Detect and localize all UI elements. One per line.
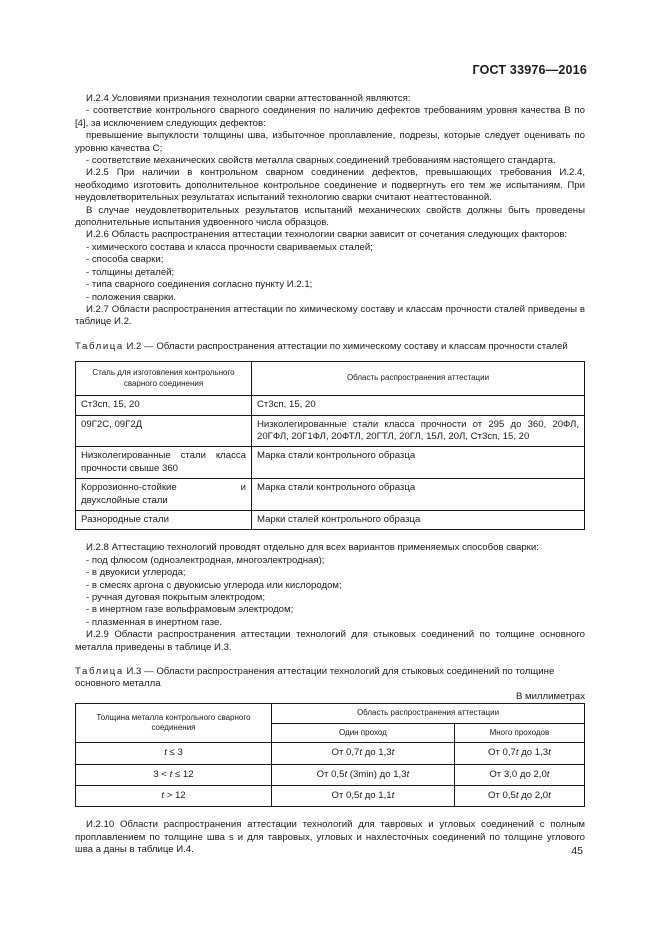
table-cell: От 0,7t до 1,3t [272, 743, 455, 764]
table-cell: 09Г2С, 09Г2Д [76, 415, 252, 447]
column-header: Много проходов [454, 723, 584, 743]
table-row [76, 415, 585, 447]
paragraph: И.2.6 Область распространения аттестации технологии сварки зависит от сочетания следующих факторов: [86, 229, 568, 241]
table-cell: От 0,5t до 2,0t [454, 786, 584, 807]
table-cell: Низколегированные стали класса прочности свыше 360 [76, 447, 252, 479]
table-row [76, 743, 585, 764]
table-i3-caption [75, 666, 585, 691]
paragraph: И.2.9 Области распространения аттестации технологий для стыковых соединений по толщине основного металла приведены в таблице И.3. [75, 629, 585, 653]
paragraph: И.2.10 Области распространения аттестации технологий для тавровых и угловых соединений с полным проплавлением по толщине шва s и для тавровых, угловых и нахлесточных соединений по толщине углового шва a даны в таблице И.4. [75, 819, 585, 856]
paragraph: - типа сварного соединения согласно пункту И.2.1; [86, 279, 313, 291]
paragraph: - соответствие контрольного сварного соединения по наличию дефектов требованиям уровня качества B по [4], за исключением следующих дефектов: [75, 105, 585, 129]
paragraph: - в двуокиси углерода; [86, 567, 186, 579]
table-cell: Разнородные стали [76, 510, 252, 529]
table-row [76, 447, 585, 479]
caption-label: Таблица [75, 340, 124, 352]
table-cell: t ≤ 3 [76, 743, 272, 764]
table-row [76, 764, 585, 785]
table-cell: От 0,5t до 1,1t [272, 786, 455, 807]
page-number: 45 [571, 845, 583, 857]
table-cell: Марка стали контрольного образца [252, 479, 585, 511]
table-cell: Марка стали контрольного образца [252, 447, 585, 479]
column-group-header: Область распространения аттестации [272, 704, 585, 724]
table-cell: Марки сталей контрольного образца [252, 510, 585, 529]
table-header-row [76, 704, 585, 724]
table-cell: Ст3сп, 15, 20 [252, 396, 585, 415]
document-code-header: ГОСТ 33976—2016 [472, 63, 587, 77]
paragraph: - под флюсом (одноэлектродная, многоэлектродная); [86, 554, 325, 566]
table-cell: От 0,5t (3min) до 1,3t [272, 764, 455, 785]
paragraph: И.2.5 При наличии в контрольном сварном соединении дефектов, превышающих требования И.2.4, необходимо изготовить дополнительное контрольное соединение и подвергнуть его тем же испытаниям. При неудовлетворительных результатах испытаний технологию сварки считают неаттестованной. [75, 167, 585, 204]
section-i24-i27 [75, 93, 585, 329]
table-cell: t > 12 [76, 786, 272, 807]
table-row [76, 396, 585, 415]
table-cell: Коррозионно-стойкие и двухслойные стали [76, 479, 252, 511]
paragraph: превышение выпуклости толщины шва, избыточное проплавление, подрезы, которые следует оценивать по уровню качества C; [75, 130, 585, 154]
paragraph: - химического состава и класса прочности свариваемых сталей; [86, 241, 373, 253]
paragraph: И.2.8 Аттестацию технологий проводят отдельно для всех вариантов применяемых способов сварки: [86, 542, 539, 554]
paragraph: - способа сварки; [86, 254, 164, 266]
paragraph: В случае неудовлетворительных результатов испытаний механических свойств должны быть проведены дополнительные испытания удвоенного числа образцов. [75, 204, 585, 229]
paragraph: - ручная дуговая покрытым электродом; [86, 592, 266, 603]
paragraph: И.2.7 Области распространения аттестации по химическому составу и классам прочности сталей приведены в таблице И.2. [75, 303, 585, 328]
table-i3 [75, 703, 585, 807]
page-content [75, 93, 585, 857]
column-header: Область распространения аттестации [252, 362, 585, 396]
table-row [76, 510, 585, 529]
column-header: Толщина металла контрольного сварного соединения [76, 704, 272, 743]
table-i2-caption [75, 341, 585, 353]
table-units-note: В миллиметрах [515, 690, 585, 702]
table-i2 [75, 361, 585, 530]
table-cell: Ст3сп, 15, 20 [76, 396, 252, 415]
table-row [76, 479, 585, 511]
table-header-row [76, 362, 585, 396]
paragraph: - в инертном газе вольфрамовым электродом; [86, 604, 294, 616]
caption-label: Таблица [75, 666, 124, 678]
paragraph: И.2.4 Условиями признания технологии сварки аттестованной являются: [86, 93, 411, 104]
table-row [76, 786, 585, 807]
paragraph: - положения сварки. [86, 291, 177, 303]
table-cell: 3 < t ≤ 12 [76, 764, 272, 785]
column-header: Один проход [272, 723, 455, 743]
caption-text: И.3 — Области распространения аттестации технологий для стыковых соединений по толщине основного металла [75, 666, 555, 690]
paragraph: - толщины деталей; [86, 266, 175, 278]
paragraph: - в смесях аргона с двуокисью углерода или кислородом; [86, 579, 342, 591]
table-cell: Низколегированные стали класса прочности от 295 до 360, 20ФЛ, 20ГФЛ, 20Г1ФЛ, 20ФТЛ, 20ГТЛ, 20ГЛ, 15Л, 20Л, Ст3сп, 15, 20 [252, 415, 585, 447]
column-header: Сталь для изготовления контрольного сварного соединения [76, 362, 252, 396]
caption-text: И.2 — Области распространения аттестации по химическому составу и классам прочности сталей [123, 340, 568, 352]
section-i28-i29 [75, 542, 585, 654]
paragraph: - соответствие механических свойств металла сварных соединений требованиям настоящего стандарта. [86, 155, 556, 167]
table-cell: От 3,0 до 2,0t [454, 764, 584, 785]
paragraph: - плазменная в инертном газе. [86, 616, 222, 628]
table-cell: От 0,7t до 1,3t [454, 743, 584, 764]
